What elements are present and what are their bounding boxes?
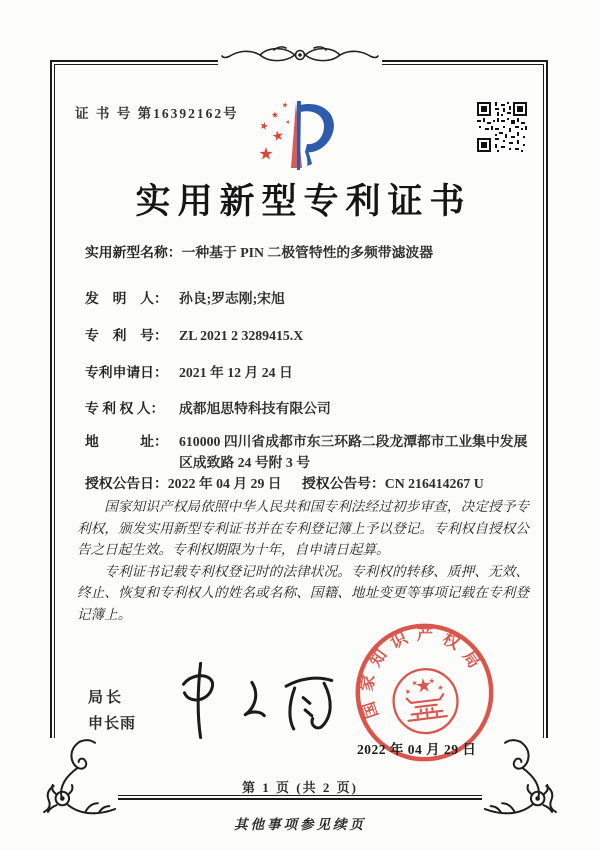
certificate-number: 证 书 号 第16392162号	[75, 106, 239, 121]
grant-number-pair	[302, 472, 484, 492]
field-value: 孙良;罗志刚;宋旭	[179, 291, 285, 306]
grant-number-label: 授权公告号：	[302, 476, 385, 491]
field-row-patent-no	[85, 325, 533, 346]
director-name: 申长雨	[88, 716, 137, 732]
footer-note: 其他事项参见续页	[234, 817, 366, 832]
field-row-inventors	[85, 288, 533, 309]
seal-date: 2022 年 04 月 29 日	[357, 742, 477, 757]
field-value: 610000 四川省成都市东三环路二段龙潭都市工业集中发展区成致路 24 号附 3 号	[179, 434, 528, 470]
field-row-address	[85, 431, 533, 473]
field-label: 专 利 权 人：	[85, 401, 165, 416]
top-border-ornament	[218, 42, 382, 68]
cnipa-logo-icon	[248, 94, 352, 178]
grant-date-label: 授权公告日：	[85, 476, 168, 491]
legal-paragraph-2: 专利证书记载专利权登记时的法律状况。专利权的转移、质押、无效、终止、恢复和专利权人的姓名或名称、国籍、地址变更等事项记载在专利登记簿上。	[77, 563, 529, 622]
grant-number-value: CN 216414267 U	[384, 476, 484, 491]
legal-text-block	[77, 496, 529, 626]
certificate-title: 实用新型专利证书	[135, 182, 472, 221]
grant-date-pair	[85, 472, 282, 492]
director-title: 局长	[88, 690, 125, 706]
seal-text: 国家知识产权局	[357, 624, 485, 721]
field-label: 实用新型名称：	[85, 245, 182, 260]
field-label: 发 明 人：	[85, 291, 168, 306]
field-value: ZL 2021 2 3289415.X	[179, 328, 304, 343]
field-label: 专利申请日：	[85, 365, 168, 380]
director-signature-icon	[162, 652, 357, 747]
field-row-patentee	[85, 398, 533, 419]
legal-paragraph-1: 国家知识产权局依照中华人民共和国专利法经过初步审查，决定授予专利权，颁发实用新型专利证书并在专利登记簿上予以登记。专利权自授权公告之日起生效。专利权期限为十年，自申请日起算。	[77, 499, 529, 558]
field-value: 一种基于 PIN 二极管特性的多频带滤波器	[181, 245, 433, 260]
field-row-filing-date	[85, 362, 533, 383]
field-label: 专 利 号：	[85, 328, 168, 343]
qr-code-icon	[477, 102, 527, 152]
field-value: 2021 年 12 月 24 日	[179, 365, 293, 380]
field-value: 成都旭思特科技有限公司	[179, 401, 331, 416]
field-row-name	[85, 242, 533, 263]
field-label: 地 址：	[85, 434, 168, 449]
grant-date-value: 2022 年 04 月 29 日	[167, 476, 282, 491]
page-number: 第 1 页 (共 2 页)	[242, 780, 358, 795]
